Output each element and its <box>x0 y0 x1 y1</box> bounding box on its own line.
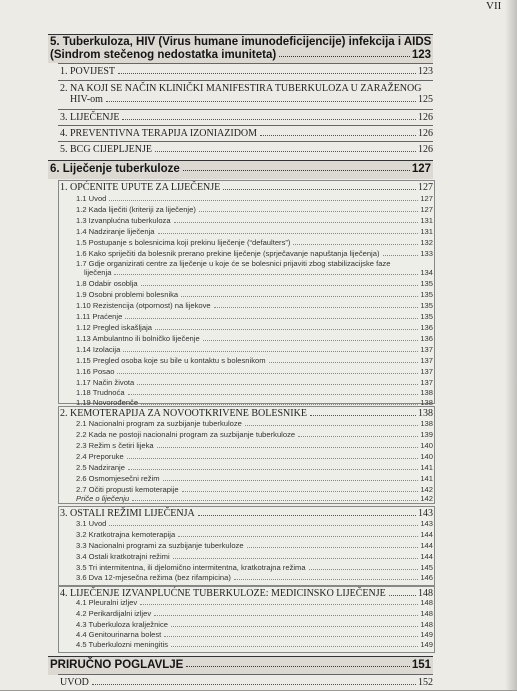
toc-section[interactable] <box>58 109 433 126</box>
subsection-title: 2.7 Očiti propusti kemoterapije <box>76 485 179 494</box>
toc-subsection[interactable] <box>58 609 433 620</box>
subsection-title: 1.13 Ambulantno ili bolničko liječenje <box>76 334 200 343</box>
subsection-title: 1.4 Nadziranje liječenja <box>76 227 155 236</box>
chapter-page: 123 <box>411 49 431 61</box>
section-title: 3. OSTALI REŽIMI LIJEČENJA <box>60 508 195 519</box>
subsection-title: 3.3 Nacionalni programi za suzbijanje tuberkuloze <box>76 541 244 550</box>
subsection-page: 144 <box>420 552 433 561</box>
subsection-page: 127 <box>420 194 433 203</box>
toc-subsection[interactable] <box>58 356 433 367</box>
toc-subsection[interactable] <box>58 530 433 541</box>
subsection-page: 135 <box>420 290 433 299</box>
subsection-page: 137 <box>420 367 433 376</box>
section-page: 123 <box>418 66 433 77</box>
subsection-title: 2.4 Preporuke <box>76 452 124 461</box>
chapter-page: 127 <box>411 163 431 175</box>
toc-chapter-6[interactable] <box>48 160 433 179</box>
subsection-title: 2.2 Kada ne postoji nacionalni program za suzbijanje tuberkuloze <box>76 430 296 439</box>
subsection-title: 3.2 Kratkotrajna kemoterapija <box>76 530 176 539</box>
section-title: 4. PREVENTIVNA TERAPIJA IZONIAZIDOM <box>60 128 258 139</box>
toc-subsection[interactable] <box>58 205 433 216</box>
subsection-title: 1.9 Osobni problemi bolesnika <box>76 290 179 299</box>
section-title: 1. OPĆENITE UPUTE ZA LIJEČENJE <box>60 182 221 193</box>
toc-subsection[interactable] <box>58 259 433 279</box>
toc-subsection[interactable] <box>58 494 433 505</box>
subsection-page: 146 <box>420 573 433 582</box>
subsection-title: 2.6 Osmomjesečni režim <box>76 474 160 483</box>
subsection-title: 1.18 Trudnoća <box>76 388 125 397</box>
subsection-title: 1.11 Praćenje <box>76 312 123 321</box>
subsection-page: 141 <box>420 474 433 483</box>
subsection-title: 1.14 Izolacija <box>76 345 121 354</box>
subsection-page: 137 <box>420 345 433 354</box>
section-title: 1. POVIJEST <box>60 66 116 77</box>
subsection-page: 148 <box>420 598 433 607</box>
toc-subsection[interactable] <box>58 216 433 227</box>
subsection-page: 135 <box>420 279 433 288</box>
toc-subsection[interactable] <box>58 227 433 238</box>
subsection-page: 134 <box>420 268 433 277</box>
subsection-page: 127 <box>420 205 433 214</box>
page-number: VII <box>486 0 502 12</box>
subsection-page: 142 <box>420 494 433 503</box>
subsection-page: 142 <box>420 485 433 494</box>
chapter-title-line1: 5. Tuberkuloza, HIV (Virus humane imunodeficijencije) infekcija i AIDS <box>50 36 432 48</box>
chapter-title: 6. Liječenje tuberkuloze <box>50 163 180 175</box>
toc-section[interactable] <box>58 63 433 80</box>
subsection-page: 132 <box>420 238 433 247</box>
subsection-page: 149 <box>420 640 433 649</box>
subsection-page: 136 <box>420 323 433 332</box>
toc-subsection[interactable] <box>58 334 433 345</box>
subsection-page: 131 <box>420 227 433 236</box>
subsection-page: 131 <box>420 216 433 225</box>
subsection-title: 1.15 Pregled osoba koje su bile u kontaktu s bolesnikom <box>76 356 266 365</box>
toc-appendix[interactable] <box>48 656 433 675</box>
subsection-page: 141 <box>420 463 433 472</box>
subsection-page: 137 <box>420 356 433 365</box>
subsection-page: 149 <box>420 630 433 639</box>
subsection-title: 3.5 Tri intermitentna, ili djelomično intermitentna, kratkotrajna režima <box>76 563 306 572</box>
subsection-title-cont: liječenja <box>84 268 112 277</box>
subsection-page: 133 <box>420 249 433 258</box>
toc-subsection[interactable] <box>58 541 433 552</box>
subsection-title: 2.1 Nacionalni program za suzbijanje tuberkuloze <box>76 419 242 428</box>
toc-subsection[interactable] <box>58 279 433 290</box>
toc-subsection[interactable] <box>58 598 433 609</box>
toc-subsection[interactable] <box>58 452 433 463</box>
section-page: 138 <box>418 408 433 419</box>
subsection-page: 138 <box>420 419 433 428</box>
section-title: 4. LIJEČENJE IZVANPLUĆNE TUBERKULOZE: MEDICINSKO LIJEČENJE <box>60 588 386 599</box>
section-page: 152 <box>418 677 433 688</box>
subsection-title: 4.1 Pleuralni izljev <box>76 598 138 607</box>
subsection-page: 145 <box>420 563 433 572</box>
subsection-page: 139 <box>420 430 433 439</box>
subsection-title: 1.6 Kako spriječiti da bolesnik prerano prekine liječenje (sprječavanje napuštanja liječenja) <box>76 249 380 258</box>
subsection-title: 1.3 Izvanplućna tuberkuloza <box>76 216 171 225</box>
section-page: 148 <box>418 588 433 599</box>
toc-subsection[interactable] <box>58 301 433 312</box>
toc-section[interactable] <box>58 674 433 691</box>
section-title-cont: HIV-om <box>70 94 103 105</box>
subsection-title: 3.6 Dva 12-mjesečna režima (bez rifampicina) <box>76 573 231 582</box>
toc-subsection[interactable] <box>58 430 433 441</box>
section-title: UVOD <box>60 677 89 688</box>
subsection-page: 135 <box>420 312 433 321</box>
subsection-page: 148 <box>420 609 433 618</box>
section-page: 127 <box>418 182 433 193</box>
section-page: 126 <box>418 112 433 123</box>
subsection-title: 1.16 Posao <box>76 367 115 376</box>
subsection-page: 135 <box>420 301 433 310</box>
subsection-title: 3.1 Uvod <box>76 519 107 528</box>
appendix-page: 151 <box>411 659 431 671</box>
subsection-title: 4.5 Tuberkulozni meningitis <box>76 640 169 649</box>
toc-subsection[interactable] <box>58 552 433 563</box>
subsection-title: 4.2 Perikardijalni izljev <box>76 609 152 618</box>
subsection-title: 1.8 Odabir osoblja <box>76 279 138 288</box>
toc-subsection[interactable] <box>58 323 433 334</box>
subsection-page: 136 <box>420 334 433 343</box>
subsection-title: Priče o liječenju <box>76 494 130 503</box>
subsection-title: 4.3 Tuberkuloza kralježnice <box>76 620 169 629</box>
section-title: 2. NA KOJI SE NAČIN KLINIČKI MANIFESTIRA TUBERKULOZA U ZARAŽENOG <box>60 83 422 94</box>
chapter-title-line2: (Sindrom stečenog nedostatka imuniteta) <box>50 49 277 61</box>
subsection-page: 148 <box>420 620 433 629</box>
subsection-title: 1.7 Gdje organizirati centre za liječenje u koje će se bolesnici prijaviti zbog stabilizacijske faze <box>76 259 391 268</box>
toc-subsection[interactable] <box>58 573 433 584</box>
subsection-page: 143 <box>420 519 433 528</box>
subsection-title: 1.5 Postupanje s bolesnicima koji prekinu liječenje (“defaulters”) <box>76 238 291 247</box>
subsection-page: 137 <box>420 378 433 387</box>
subsection-title: 1.12 Pregled iskašljaja <box>76 323 152 332</box>
subsection-page: 138 <box>420 388 433 397</box>
toc-subsection[interactable] <box>58 441 433 452</box>
subsection-title: 1.1 Uvod <box>76 194 107 203</box>
subsection-title: 1.2 Kada liječiti (kriteriji za liječenje) <box>76 205 196 214</box>
section-page: 126 <box>418 128 433 139</box>
toc-subsection[interactable] <box>58 345 433 356</box>
section-page: 143 <box>418 508 433 519</box>
section-title: 5. BCG CIJEPLJENJE <box>60 144 152 155</box>
toc-section[interactable] <box>58 141 433 158</box>
subsection-title: 4.4 Genitourinarna bolest <box>76 630 162 639</box>
toc-subsection[interactable] <box>58 367 433 378</box>
toc-subsection[interactable] <box>58 238 433 249</box>
subsection-title: 3.4 Ostali kratkotrajni režimi <box>76 552 170 561</box>
subsection-title: 2.3 Režim s četiri lijeka <box>76 441 154 450</box>
subsection-page: 140 <box>420 452 433 461</box>
subsection-page: 144 <box>420 541 433 550</box>
toc-section[interactable] <box>58 80 433 108</box>
toc-subsection[interactable] <box>58 194 433 205</box>
subsection-page: 138 <box>420 398 433 407</box>
toc-subsection[interactable] <box>58 312 433 323</box>
toc-subsection[interactable] <box>58 519 433 530</box>
section-page: 126 <box>418 144 433 155</box>
toc-subsection[interactable] <box>58 474 433 485</box>
toc-subsection[interactable] <box>58 640 433 651</box>
toc-chapter-5[interactable] <box>48 34 433 63</box>
subsection-title: 2.5 Nadziranje <box>76 463 125 472</box>
toc-subsection[interactable] <box>58 463 433 474</box>
appendix-title: PRIRUČNO POGLAVLJE <box>50 659 184 671</box>
section-title: 3. LIJEČENJE <box>60 112 120 123</box>
subsection-page: 140 <box>420 441 433 450</box>
section-page: 125 <box>418 94 433 105</box>
toc-section[interactable] <box>58 125 433 142</box>
subsection-page: 144 <box>420 530 433 539</box>
subsection-title: 1.17 Način života <box>76 378 135 387</box>
subsection-title: 1.10 Rezistencija (otpornost) na lijekove <box>76 301 211 310</box>
toc-subsection[interactable] <box>58 290 433 301</box>
subsection-title: 1.19 Novorođenče <box>76 398 139 407</box>
toc-subsection[interactable] <box>58 419 433 430</box>
section-title: 2. KEMOTERAPIJA ZA NOVOOTKRIVENE BOLESNIKE <box>60 408 307 419</box>
